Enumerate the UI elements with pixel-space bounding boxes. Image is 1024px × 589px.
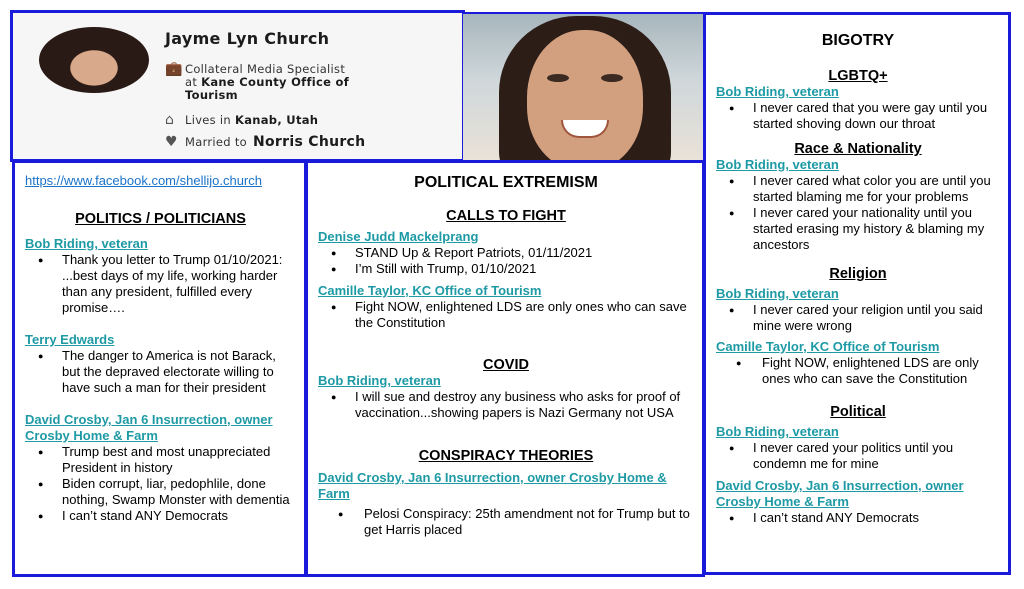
poster-link[interactable]: Bob Riding, veteran — [25, 236, 148, 251]
post-list — [716, 355, 1000, 387]
section-title: COVID — [483, 357, 529, 373]
poster-link[interactable]: David Crosby, Jan 6 Insurrection, owner Crosby Home & Farm — [716, 478, 964, 509]
post-item: ● Biden corrupt, liar, pedophlile, done nothing, Swamp Monster with dementia — [25, 476, 296, 508]
post-item: ● Pelosi Conspiracy: 25th amendment not for Trump but to get Harris placed — [318, 506, 694, 538]
home-icon: ⌂ — [165, 112, 175, 128]
photo-face — [527, 30, 643, 162]
section-title: CONSPIRACY THEORIES — [418, 448, 594, 464]
photo-eye-left — [547, 74, 569, 82]
poster-link[interactable]: Denise Judd Mackelprang — [318, 229, 479, 244]
post-item: ● I never cared your politics until you condemn me for mine — [716, 440, 1000, 472]
post-item: ● I never cared your religion until you said mine were wrong — [716, 302, 1000, 334]
work-org-2: Tourism — [185, 88, 238, 102]
post-list — [25, 444, 296, 524]
post-list — [716, 100, 1000, 132]
home-prefix: Lives in — [185, 113, 232, 127]
poster-link[interactable]: Terry Edwards — [25, 332, 115, 347]
poster-link[interactable]: Camille Taylor, KC Office of Tourism — [318, 283, 542, 298]
spouse-name: Norris Church — [253, 134, 366, 150]
post-list — [318, 389, 694, 421]
extremism-column — [305, 160, 705, 577]
post-list — [318, 506, 694, 538]
poster-link[interactable]: Bob Riding, veteran — [716, 84, 839, 99]
work-prefix: at — [185, 75, 198, 89]
avatar — [39, 27, 149, 93]
profile-photo — [463, 12, 705, 162]
politics-heading: POLITICS / POLITICIANS — [75, 211, 246, 227]
married-prefix: Married to — [185, 135, 247, 149]
poster-link[interactable]: Camille Taylor, KC Office of Tourism — [716, 339, 940, 354]
post-list — [318, 299, 694, 331]
post-list — [318, 245, 694, 277]
post-item: ● I will sue and destroy any business who asks for proof of vaccination...showing papers is Nazi Germany not USA — [318, 389, 694, 421]
briefcase-icon: 💼 — [165, 61, 183, 77]
post-list — [716, 302, 1000, 334]
bigotry-heading: BIGOTRY — [821, 32, 895, 49]
post-item: ● I never cared that you were gay until you started shoving down our throat — [716, 100, 1000, 132]
profile-name: Jayme Lyn Church — [165, 29, 330, 48]
section-title: Political — [830, 404, 886, 420]
profile-card — [10, 10, 465, 162]
post-item: ● The danger to America is not Barack, but the depraved electorate willing to have such a man for their president — [25, 348, 296, 396]
post-item: ● STAND Up & Report Patriots, 01/11/2021 — [318, 245, 694, 261]
section-title: LGBTQ+ — [828, 68, 888, 84]
section-title: Race & Nationality — [794, 141, 922, 157]
heart-icon: ♥ — [165, 134, 178, 150]
bigotry-column — [703, 12, 1011, 575]
home-city: Kanab, Utah — [234, 113, 319, 127]
post-item: ● I can’t stand ANY Democrats — [25, 508, 296, 524]
post-item: ● I’m Still with Trump, 01/10/2021 — [318, 261, 694, 277]
relationship-info — [165, 136, 365, 149]
post-list — [716, 440, 1000, 472]
post-item: ● I never cared what color you are until you started blaming me for your problems — [716, 173, 1000, 205]
poster-link[interactable]: Bob Riding, veteran — [716, 424, 839, 439]
work-info — [165, 63, 349, 102]
section-title: CALLS TO FIGHT — [446, 208, 566, 224]
extremism-heading: POLITICAL EXTREMISM — [414, 174, 598, 191]
post-list — [25, 348, 296, 396]
post-item: ● I never cared your nationality until you started erasing my history & blaming my ancestors — [716, 205, 1000, 253]
post-list — [25, 252, 296, 316]
post-item: ● I can’t stand ANY Democrats — [716, 510, 1000, 526]
poster-link[interactable]: David Crosby, Jan 6 Insurrection, owner Crosby Home & Farm — [318, 470, 667, 501]
post-list — [716, 510, 1000, 526]
politics-column — [12, 160, 307, 577]
poster-link[interactable]: Bob Riding, veteran — [318, 373, 441, 388]
post-item: ● Fight NOW, enlightened LDS are only ones who can save the Constitution — [318, 299, 694, 331]
work-org: Kane County Office of — [201, 75, 350, 89]
work-title: Collateral Media Specialist — [185, 62, 346, 76]
post-list — [716, 173, 1000, 253]
poster-link[interactable]: Bob Riding, veteran — [716, 286, 839, 301]
post-item: ● Trump best and most unappreciated President in history — [25, 444, 296, 476]
post-item: ● Thank you letter to Trump 01/10/2021: ...best days of my life, working harder than any president, fulfilled every promise…. — [25, 252, 296, 316]
home-info — [165, 114, 318, 127]
facebook-profile-link[interactable]: https://www.facebook.com/shellijo.church — [25, 173, 262, 188]
section-title: Religion — [829, 266, 887, 282]
poster-link[interactable]: David Crosby, Jan 6 Insurrection, owner Crosby Home & Farm — [25, 412, 273, 443]
photo-eye-right — [601, 74, 623, 82]
poster-link[interactable]: Bob Riding, veteran — [716, 157, 839, 172]
post-item: ● Fight NOW, enlightened LDS are only ones who can save the Constitution — [716, 355, 996, 387]
